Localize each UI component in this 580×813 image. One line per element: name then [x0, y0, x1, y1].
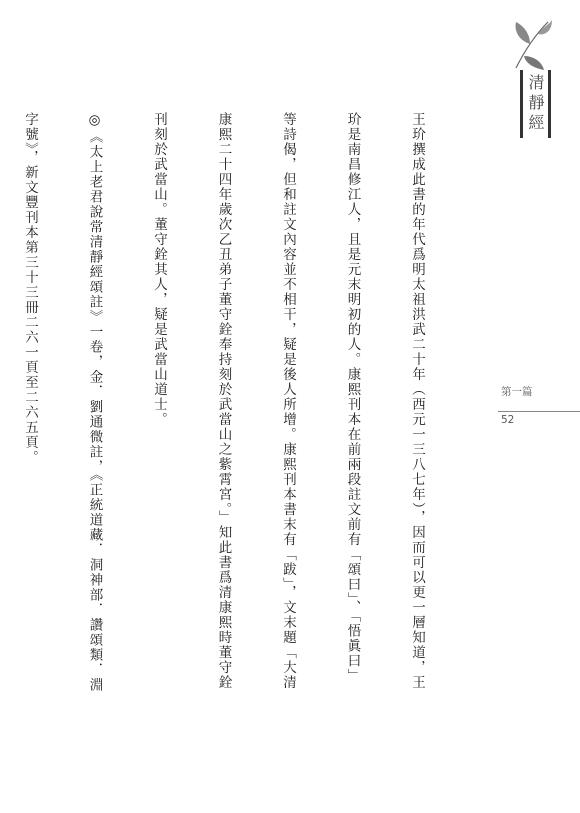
book-title: 清靜經	[520, 70, 551, 138]
leaf-icon	[510, 16, 554, 74]
chapter-label: 第一篇	[501, 386, 533, 398]
margin-rule	[498, 411, 580, 412]
text-column: 玠是南昌修江人，且是元末明初的人。康熙刊本在前兩段註文前有「頌曰」、「悟眞曰」	[344, 112, 361, 684]
book-title-mark	[510, 16, 554, 166]
text-column: 字號》，新文豐刊本第三十三冊二六一頁至二六五頁。	[22, 112, 38, 466]
page-number: 52	[501, 414, 515, 426]
text-column: 等詩偈，但和註文內容並不相干，疑是後人所增。康熙刊本書末有「跋」，文末題「大清	[280, 112, 296, 691]
text-column: 王玠撰成此書的年代爲明太祖洪武二十年（西元一三八七年），因而可以更一層知道，王	[409, 112, 425, 691]
text-column: 刊刻於武當山。董守銓其人，疑是武當山道士。	[151, 112, 167, 427]
body-text	[22, 112, 470, 732]
page-margin-note	[498, 384, 580, 426]
text-column: 康熙二十四年歲次乙丑弟子董守銓奉持刻於武當山之紫霄宮。」知此書爲清康熙時董守銓	[215, 112, 232, 691]
text-column: ◎《太上老君說常清靜經頌註》一卷，金．劉通微註，《正統道藏．洞神部．讚頌類．淵	[86, 112, 103, 693]
